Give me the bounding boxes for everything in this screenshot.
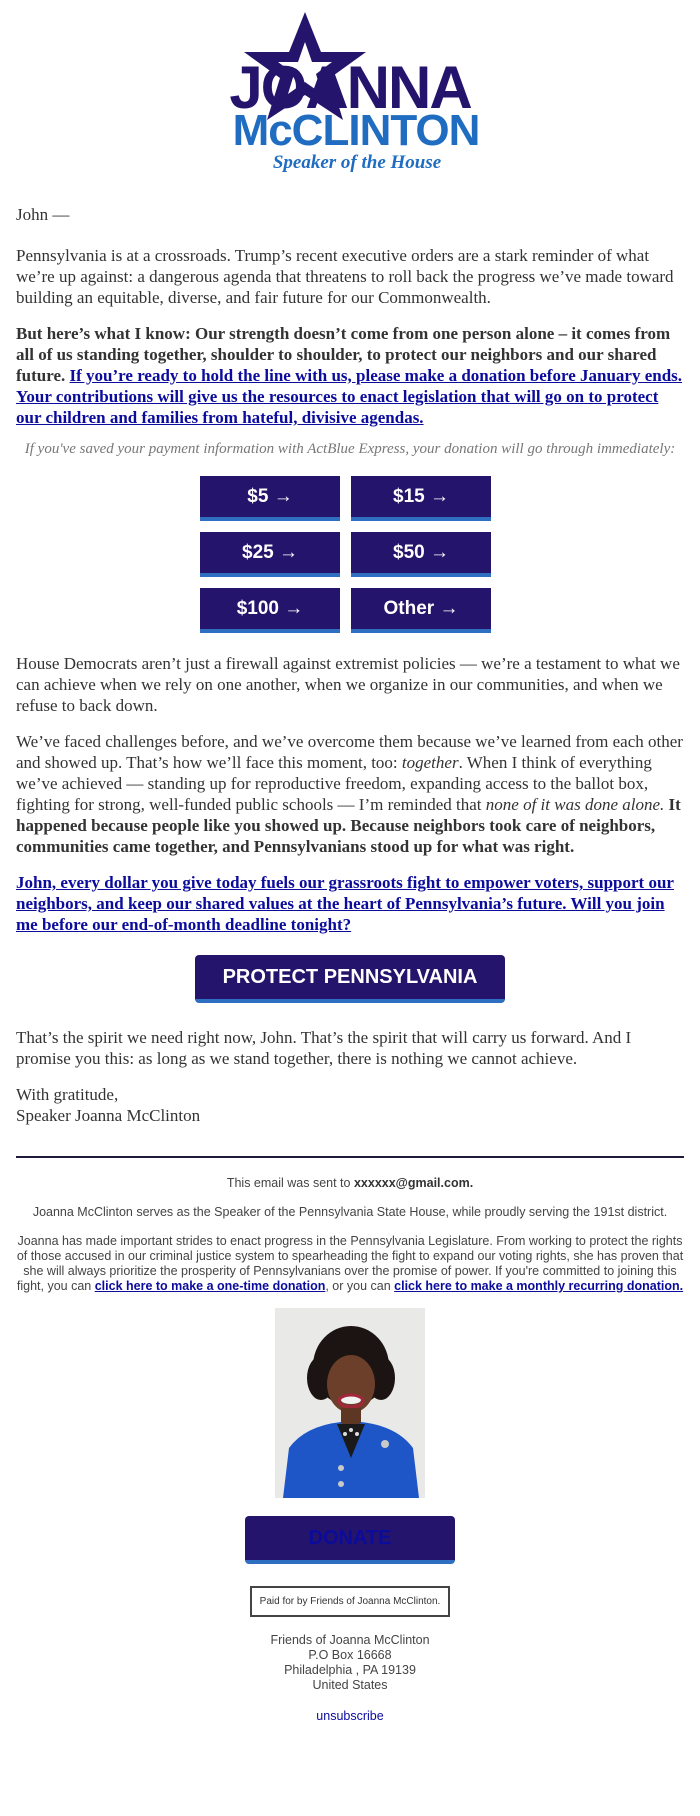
donate-5-button[interactable]: $5 → [200,476,340,521]
candidate-photo [275,1308,425,1498]
address-line: United States [312,1678,388,1692]
or-text: , or you can [325,1279,395,1293]
logo-tagline: Speaker of the House [272,152,442,173]
portrait-image [275,1308,425,1498]
paragraph-6: That’s the spirit we need right now, John. That’s the spirit that will carry us forward. And I promise you this: as long as we stand together, there is nothing we cannot achieve. [16,1028,632,1068]
address-line: P.O Box 16668 [308,1648,392,1662]
monthly-donation-link[interactable]: click here to make a monthly recurring donation. [394,1279,684,1293]
recipient-email: xxxxxx@gmail.com. [353,1176,474,1190]
protect-pennsylvania-button[interactable]: PROTECT PENNSYLVANIA [195,955,505,1003]
serves-text: Joanna McClinton serves as the Speaker of the Pennsylvania State House, while proudly serving the 191st district. [32,1205,668,1219]
paragraph-3: House Democrats aren’t just a firewall against extremist policies — we’re a testament to what we can achieve when we rely on one another, when we organize in our communities, and when we refuse to back down. [16,654,680,715]
donate-25-button[interactable]: $25 → [200,532,340,577]
greeting: John — [16,205,70,224]
paragraph-4 [16,731,684,857]
sent-to-line [16,1176,684,1191]
strides-text [16,1234,684,1294]
donate-15-button[interactable]: $15 → [351,476,491,521]
paragraph-4-bold: It happened because people like you showed up. Because neighbors took care of neighbors, communities came together, and Pennsylvanians stood up for what was right. [16,795,681,856]
donate-100-button[interactable]: $100 → [200,588,340,633]
footer [16,1176,684,1724]
donate-button[interactable]: DONATE [245,1516,455,1564]
paid-for-disclaimer: Paid for by Friends of Joanna McClinton. [250,1586,451,1617]
donate-other-button[interactable]: Other → [351,588,491,633]
donate-link-january[interactable]: If you’re ready to hold the line with us, please make a donation before January ends. Your contributions will give us the resources to enact legislation that will go on to protect our children and families from hateful, divisive agendas. [16,366,683,427]
actblue-note: If you've saved your payment information with ActBlue Express, your donation will go through immediately: [24,441,676,457]
address-line: Philadelphia , PA 19139 [284,1663,416,1677]
logo-first-name: JOANNA [229,54,471,121]
signoff: With gratitude, [16,1085,119,1104]
mailing-address [16,1633,684,1693]
paragraph-4-b: . When I think of everything we’ve achieved — standing up for reproductive freedom, expanding access to the ballot box, fighting for strong, well-funded public schools — I’m reminded that [16,753,652,814]
donate-link-deadline[interactable]: John, every dollar you give today fuels our grassroots fight to empower voters, support our neighbors, and keep our shared values at the heart of Pennsylvania’s future. Will you join me before our end-of-month deadline tonight? [16,873,674,934]
one-time-donation-link[interactable]: click here to make a one-time donation [94,1279,326,1293]
sent-to-prefix: This email was sent to [226,1176,354,1190]
logo-graphic [0,0,700,186]
signature: Speaker Joanna McClinton [16,1106,201,1125]
paragraph-4-italic-1: together [401,753,459,772]
campaign-logo [0,0,700,186]
donation-amount-grid [200,476,500,633]
paragraph-2 [16,323,684,428]
footer-divider [16,1156,684,1158]
strides-body: Joanna has made important strides to enact progress in the Pennsylvania Legislature. From working to protect the rights of those accused in our criminal justice system to spearheading the fight to expand our voting rights, she has proven that she will always prioritize the prosperity of Pennsylvanians over the promise of power. If you're committed to joining this fight, you can [16,1234,684,1293]
paragraph-1: Pennsylvania is at a crossroads. Trump’s recent executive orders are a stark reminder of what we’re up against: a dangerous agenda that threatens to roll back the progress we’ve made toward building an equitable, diverse, and fair future for our Commonwealth. [16,246,674,307]
address-line: Friends of Joanna McClinton [270,1633,430,1647]
paragraph-2-bold: But here’s what I know: Our strength doesn’t come from one person alone – it comes from all of us standing together, shoulder to shoulder, to protect our neighbors and our shared future. [16,324,671,385]
logo-last-name: McCLINTON [232,106,480,155]
paragraph-4-a: We’ve faced challenges before, and we’ve overcome them because we’ve learned from each other and showed up. That’s how we’ll face this moment, too: [16,732,683,772]
donate-50-button[interactable]: $50 → [351,532,491,577]
paragraph-4-italic-2: none of it was done alone. [485,795,665,814]
unsubscribe-link[interactable]: unsubscribe [316,1709,384,1723]
paragraph-5 [16,872,684,935]
